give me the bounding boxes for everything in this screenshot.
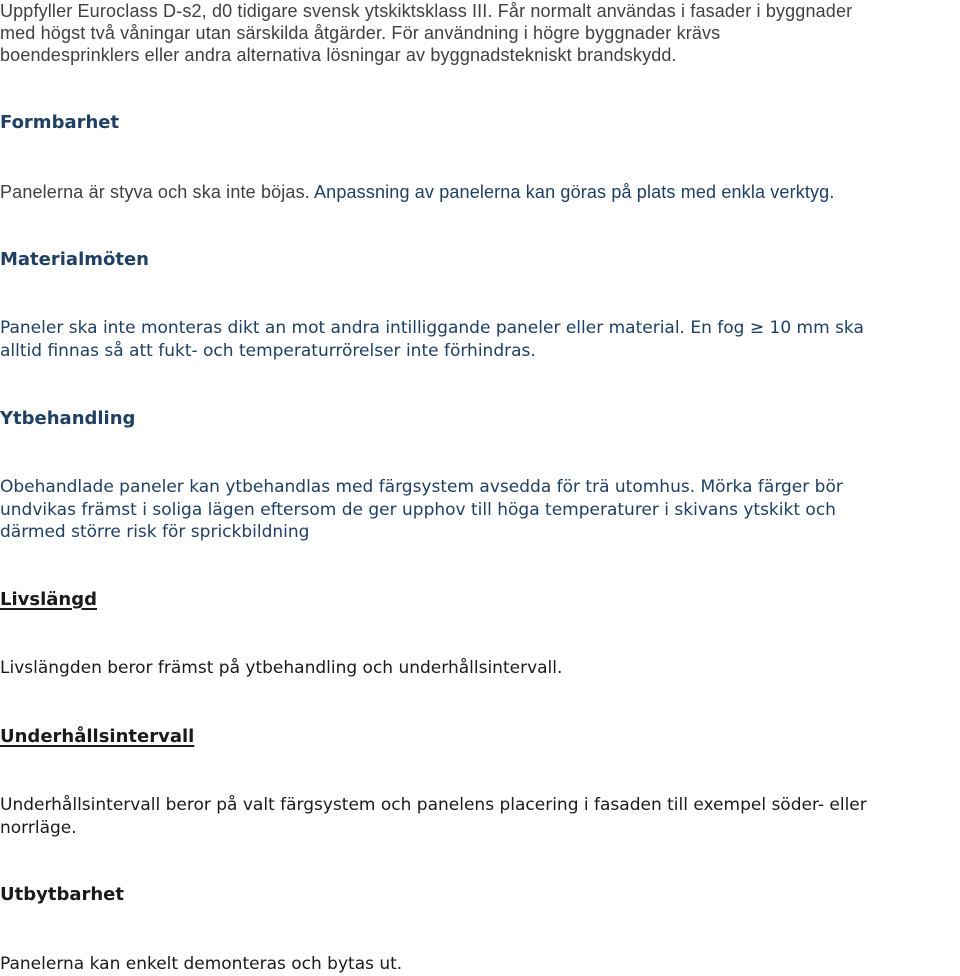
intro-line-3: boendesprinklers eller andra alternativa lösningar av byggnadstekniskt brandskydd.	[0, 45, 677, 65]
heading-materialmoten: Materialmöten	[0, 249, 149, 270]
underhall-line-2: norrläge.	[0, 818, 77, 838]
formbarhet-text-part-2: Anpassning av panelerna kan göras på plats med enkla verktyg.	[314, 182, 835, 202]
heading-formbarhet: Formbarhet	[0, 112, 120, 133]
heading-utbytbarhet: Utbytbarhet	[0, 884, 124, 905]
ytbehandling-line-1: Obehandlade paneler kan ytbehandlas med färgsystem avsedda för trä utomhus. Mörka färger bör	[0, 477, 843, 497]
utbytbarhet-text: Panelerna kan enkelt demonteras och bytas ut.	[0, 954, 403, 974]
intro-line-2: med högst två våningar utan särskilda åtgärder. För användning i högre byggnader krävs	[0, 23, 721, 43]
formbarhet-paragraph	[0, 181, 958, 204]
livslangd-text: Livslängden beror främst på ytbehandling och underhållsintervall.	[0, 658, 563, 678]
formbarhet-text-part-1: Panelerna är styva och ska inte böjas.	[0, 182, 315, 202]
underhall-line-1: Underhållsintervall beror på valt färgsystem och panelens placering i fasaden till exempel söder- eller	[0, 795, 867, 815]
materialmoten-line-1: Paneler ska inte monteras dikt an mot andra intilliggande paneler eller material. En fog ≥ 10 mm ska	[0, 318, 864, 338]
materialmoten-line-2: alltid finnas så att fukt- och temperaturrörelser inte förhindras.	[0, 341, 536, 361]
heading-underhallsintervall: Underhållsintervall	[0, 726, 195, 747]
heading-ytbehandling: Ytbehandling	[0, 408, 136, 429]
ytbehandling-line-3: därmed större risk för sprickbildning	[0, 522, 310, 542]
intro-line-1: Uppfyller Euroclass D-s2, d0 tidigare svensk ytskiktsklass III. Får normalt användas i fasader i byggnader	[0, 1, 853, 21]
ytbehandling-line-2: undvikas främst i soliga lägen eftersom de ger upphov till höga temperaturer i skivans ytskikt och	[0, 500, 836, 520]
heading-livslangd: Livslängd	[0, 589, 97, 610]
